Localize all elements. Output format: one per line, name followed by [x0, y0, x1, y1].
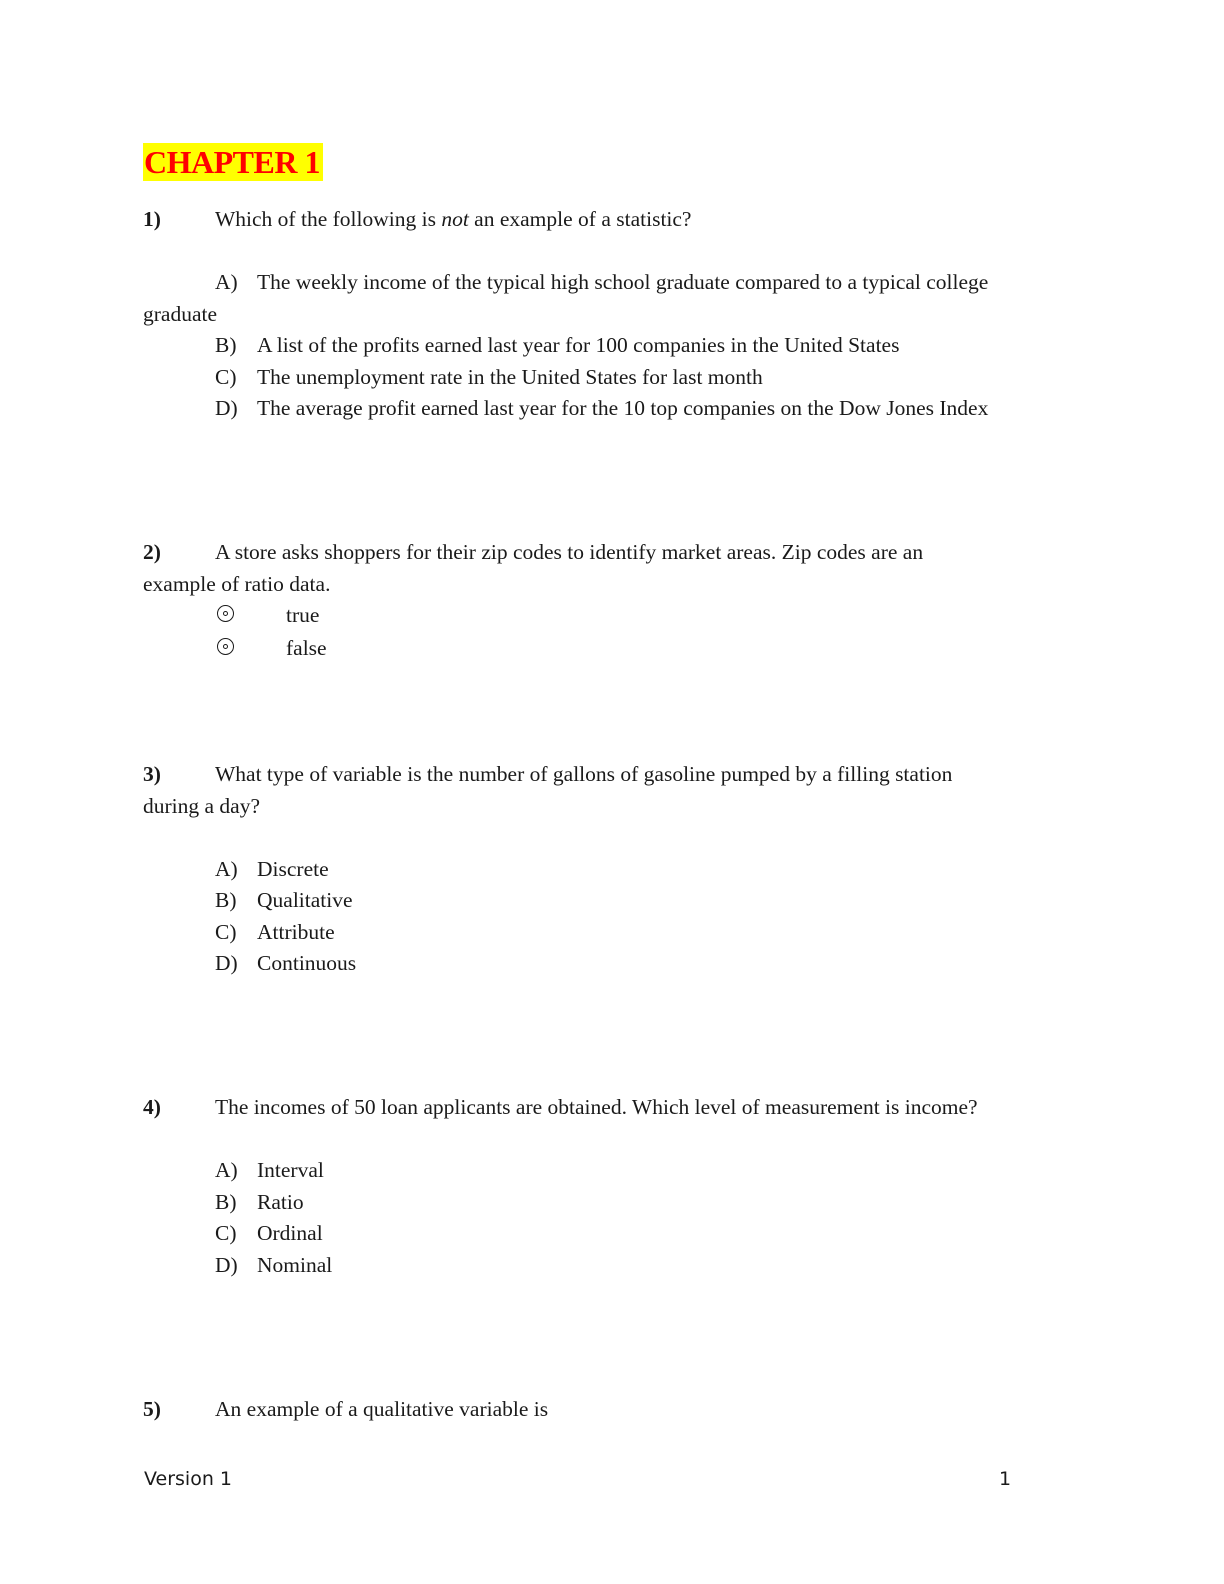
option-letter: B)	[215, 333, 237, 357]
question-stem	[143, 1092, 1073, 1124]
option-letter: A)	[215, 270, 238, 294]
option-d[interactable]	[143, 1250, 1073, 1282]
answer-options	[143, 1155, 1073, 1281]
option-c[interactable]	[143, 1218, 1073, 1250]
option-letter: A)	[215, 856, 238, 881]
option-b[interactable]	[143, 885, 1073, 917]
option-a[interactable]	[143, 267, 1073, 299]
question-text: A store asks shoppers for their zip codes to identify market areas. Zip codes are an	[215, 540, 924, 564]
question-text: The incomes of 50 loan applicants are obtained. Which level of measurement is income?	[215, 1095, 978, 1119]
option-text: The average profit earned last year for the 10 top companies on the Dow Jones Index	[257, 396, 989, 420]
option-text: A list of the profits earned last year for 100 companies in the United States	[257, 333, 900, 357]
option-d[interactable]	[143, 948, 1073, 980]
option-text: Qualitative	[257, 888, 353, 912]
radio-icon[interactable]	[217, 605, 234, 622]
question-text-continuation: during a day?	[143, 793, 261, 818]
answer-options	[143, 267, 1073, 425]
option-text: Attribute	[257, 919, 335, 944]
option-a[interactable]	[143, 854, 1073, 886]
question-number: 3)	[143, 762, 161, 786]
question-number: 2)	[143, 540, 161, 564]
radio-icon[interactable]	[217, 638, 234, 655]
option-letter: D)	[215, 951, 238, 975]
option-a[interactable]	[143, 1155, 1073, 1187]
question-stem	[143, 1394, 1073, 1426]
choice-true[interactable]	[143, 600, 1073, 633]
option-letter: A)	[215, 1158, 238, 1182]
question-2	[143, 537, 1073, 666]
question-text-part: an example of a statistic?	[468, 207, 692, 231]
question-number: 5)	[143, 1397, 161, 1421]
option-c[interactable]	[143, 917, 1073, 949]
option-letter: B)	[215, 888, 237, 912]
option-text: Discrete	[257, 856, 329, 881]
option-text: Ratio	[257, 1189, 304, 1214]
choice-label: false	[286, 636, 327, 660]
question-number: 1)	[143, 207, 161, 231]
option-text: The weekly income of the typical high school graduate compared to a typical college	[257, 270, 989, 294]
question-text-part: Which of the following is	[215, 207, 442, 231]
question-text	[215, 204, 691, 236]
question-text-emphasis: not	[441, 207, 469, 231]
option-letter: D)	[215, 396, 238, 420]
footer-page-number: 1	[999, 1468, 1012, 1490]
question-3	[143, 759, 1073, 980]
option-text: Ordinal	[257, 1221, 323, 1245]
question-5	[143, 1394, 1073, 1426]
option-text: Continuous	[257, 951, 357, 975]
question-stem	[143, 537, 1073, 569]
question-number: 4)	[143, 1095, 161, 1119]
option-c[interactable]	[143, 362, 1073, 394]
choice-false[interactable]	[143, 633, 1073, 666]
option-letter: D)	[215, 1252, 238, 1277]
choice-label: true	[286, 603, 320, 627]
option-text: The unemployment rate in the United States for last month	[257, 364, 763, 389]
question-text: What type of variable is the number of gallons of gasoline pumped by a filling station	[215, 762, 953, 786]
answer-options	[143, 854, 1073, 980]
option-d[interactable]	[143, 393, 1073, 425]
option-letter: C)	[215, 919, 237, 944]
option-a-continuation: graduate	[143, 301, 218, 326]
question-4	[143, 1092, 1073, 1281]
footer-version: Version 1	[144, 1468, 232, 1490]
question-text-continuation: example of ratio data.	[143, 571, 331, 596]
option-letter: B)	[215, 1189, 237, 1214]
question-stem	[143, 759, 1073, 791]
option-letter: C)	[215, 364, 237, 389]
option-letter: C)	[215, 1221, 237, 1245]
question-text: An example of a qualitative variable is	[215, 1397, 549, 1421]
question-stem	[143, 204, 1073, 236]
option-b[interactable]	[143, 330, 1073, 362]
question-1	[143, 204, 1073, 425]
option-text: Nominal	[257, 1252, 333, 1277]
option-text: Interval	[257, 1158, 324, 1182]
chapter-title: CHAPTER 1	[143, 143, 323, 181]
option-b[interactable]	[143, 1187, 1073, 1219]
